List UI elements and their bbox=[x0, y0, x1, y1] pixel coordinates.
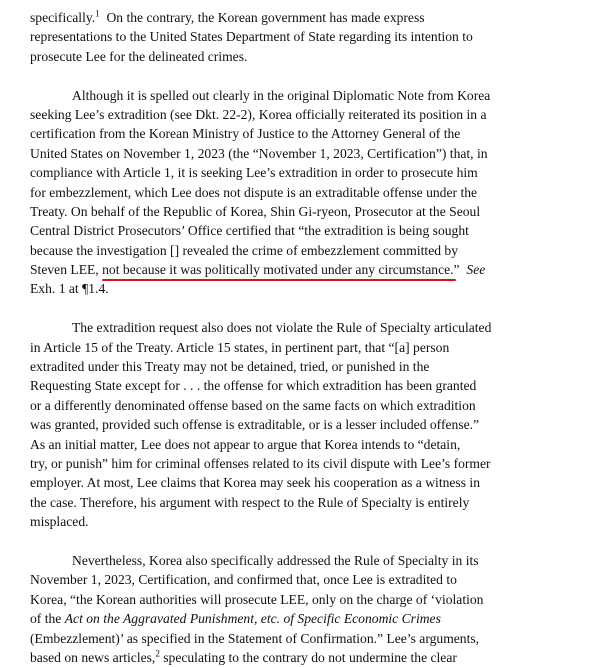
text-line: The extradition request also does not violate the Rule of Specialty articulated bbox=[72, 320, 492, 336]
text-line: compliance with Article 1, it is seeking Lee’s extradition in order to prosecute him bbox=[30, 165, 478, 181]
text-line: United States on November 1, 2023 (the “November 1, 2023, Certification”) that, in bbox=[30, 145, 488, 161]
text-line: seeking Lee’s extradition (see Dkt. 22-2), Korea officially reiterated its position in a bbox=[30, 106, 487, 122]
document-page bbox=[30, 8, 578, 667]
text-line: Steven LEE, not because it was politically motivated under any circumstance.” See bbox=[30, 262, 486, 278]
text-line: try, or punish” him for criminal offenses related to its civil dispute with Lee’s former bbox=[30, 455, 491, 471]
text-line: Although it is spelled out clearly in the original Diplomatic Note from Korea bbox=[72, 87, 491, 103]
text-line: based on news articles,$^2$ speculating to the contrary do not undermine the clear bbox=[30, 648, 457, 665]
footnote-ref-1[interactable]: 1 bbox=[95, 8, 100, 19]
text-line: Central District Prosecutors’ Office certified that “the extradition is being sought bbox=[30, 223, 469, 239]
paragraph-1 bbox=[30, 8, 578, 66]
text-line: certification from the Korean Ministry of Justice to the Attorney General of the bbox=[30, 126, 461, 142]
text-line: extradited under this Treaty may not be detained, tried, or punished in the bbox=[30, 359, 430, 375]
text-line: or a differently denominated offense based on the same facts on which extradition bbox=[30, 397, 476, 413]
text-line: November 1, 2023, Certification, and confirmed that, once Lee is extradited to bbox=[30, 572, 457, 588]
text-line: Exh. 1 at ¶1.4. bbox=[30, 281, 109, 297]
text-line: of the Act on the Aggravated Punishment, etc. of Specific Economic Crimes bbox=[30, 611, 441, 627]
text-line: was granted, provided such offense is extraditable, or is a lesser included offense.” bbox=[30, 417, 480, 433]
text-line: in Article 15 of the Treaty. Article 15 states, in pertinent part, that “[a] person bbox=[30, 339, 450, 355]
paragraph-3 bbox=[30, 318, 578, 531]
paragraph-2 bbox=[30, 86, 578, 299]
text-line: Korea, “the Korean authorities will prosecute LEE, only on the charge of ‘violation bbox=[30, 591, 484, 607]
text-line: misplaced. bbox=[30, 514, 89, 530]
highlighted-quote: not because it was politically motivated under any circumstance. bbox=[102, 262, 454, 278]
text-line: prosecute Lee for the delineated crimes. bbox=[30, 48, 248, 64]
footnote-ref-2[interactable]: 2 bbox=[155, 648, 160, 659]
paragraph-4 bbox=[30, 551, 578, 667]
text-line: because the investigation [] revealed the crime of embezzlement committed by bbox=[30, 242, 459, 258]
text-line: the case. Therefore, his argument with respect to the Rule of Specialty is entirely bbox=[30, 494, 470, 510]
text-line: (Embezzlement)’ as specified in the Statement of Confirmation.” Lee’s arguments, bbox=[30, 630, 480, 646]
text-line: Treaty. On behalf of the Republic of Korea, Shin Gi-ryeon, Prosecutor at the Seoul bbox=[30, 203, 481, 219]
text-line: for embezzlement, which Lee does not dispute is an extraditable offense under the bbox=[30, 184, 478, 200]
text-line: specifically.$^1$ On the contrary, the Korean government has made express bbox=[30, 8, 425, 25]
text-line: employer. At most, Lee claims that Korea may seek his cooperation as a witness in bbox=[30, 475, 480, 491]
text-line: Nevertheless, Korea also specifically addressed the Rule of Specialty in its bbox=[72, 552, 479, 568]
statute-title: Act on the Aggravated Punishment, etc. of Specific Economic Crimes bbox=[64, 611, 441, 627]
text-line: Requesting State except for . . . the offense for which extradition has been granted bbox=[30, 378, 477, 394]
text-line: As an initial matter, Lee does not appear to argue that Korea intends to “detain, bbox=[30, 436, 461, 452]
text-line: representations to the United States Department of State regarding its intention to bbox=[30, 29, 473, 45]
